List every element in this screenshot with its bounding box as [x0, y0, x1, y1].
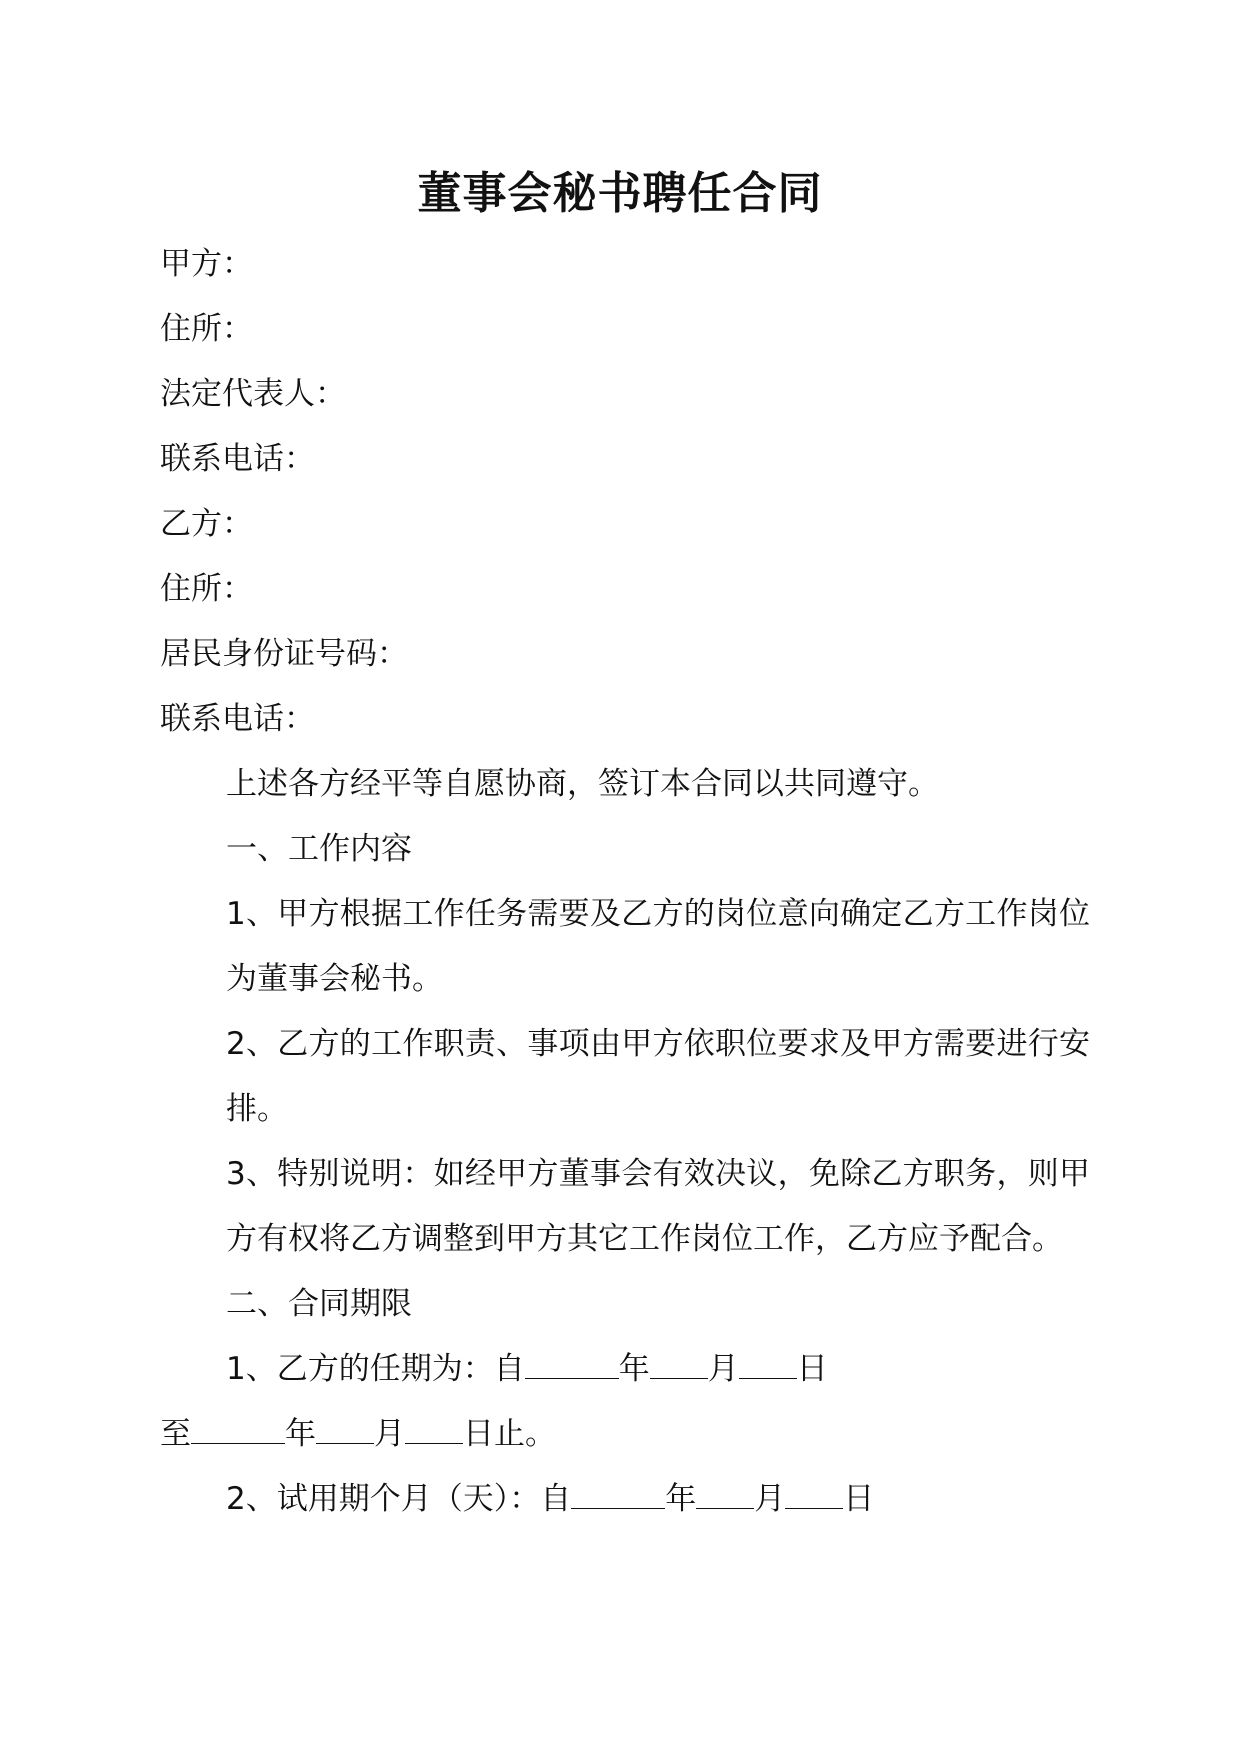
term-month-label: 月 — [707, 1351, 739, 1387]
probation-prefix: 2、试用期个月（天）：自 — [226, 1481, 572, 1517]
term-year-label: 年 — [618, 1351, 650, 1387]
party-b-phone-label: 联系电话： — [160, 701, 315, 737]
party-a-phone-label: 联系电话： — [160, 441, 315, 477]
term-start-day-blank — [739, 1348, 797, 1379]
term-end-label: 日止。 — [463, 1416, 556, 1452]
document-title: 董事会秘书聘任合同 — [417, 168, 823, 219]
clause-1-3: 3、特别说明：如经甲方董事会有效决议，免除乙方职务，则甲方有权将乙方调整到甲方其它工作岗位工作，乙方应予配合。 — [226, 1156, 1090, 1257]
term-start-year-blank — [525, 1348, 619, 1379]
clause-1-2: 2、乙方的工作职责、事项由甲方依职位要求及甲方需要进行安排。 — [226, 1026, 1090, 1127]
clause-2-1-term-end — [160, 1402, 1090, 1467]
probation-year-blank — [571, 1478, 665, 1509]
section-heading-contract-term: 二、合同期限 — [226, 1286, 412, 1322]
party-b-id-label: 居民身份证号码： — [160, 636, 408, 672]
term-start-month-blank — [650, 1348, 708, 1379]
term-prefix: 1、乙方的任期为：自 — [226, 1351, 525, 1387]
clause-1-1: 1、甲方根据工作任务需要及乙方的岗位意向确定乙方工作岗位为董事会秘书。 — [226, 896, 1090, 997]
term-day-label: 日 — [796, 1351, 828, 1387]
party-b-name-label: 乙方： — [160, 506, 253, 542]
probation-year-label: 年 — [665, 1481, 697, 1517]
preamble-paragraph: 上述各方经平等自愿协商，签订本合同以共同遵守。 — [226, 766, 939, 802]
term-end-year-label: 年 — [285, 1416, 316, 1452]
term-end-year-blank — [191, 1413, 285, 1444]
term-end-day-blank — [405, 1413, 463, 1444]
term-end-month-label: 月 — [374, 1416, 405, 1452]
party-a-legal-rep-label: 法定代表人： — [160, 376, 346, 412]
probation-month-blank — [696, 1478, 754, 1509]
probation-month-label: 月 — [754, 1481, 786, 1517]
document-body — [160, 232, 1090, 1532]
clause-2-2-probation — [160, 1467, 1090, 1532]
probation-day-blank — [785, 1478, 843, 1509]
clause-2-1-term-start — [160, 1337, 1090, 1402]
term-end-month-blank — [316, 1413, 374, 1444]
party-b-address-label: 住所： — [160, 571, 253, 607]
section-heading-work-content: 一、工作内容 — [226, 831, 412, 867]
party-a-name-label: 甲方： — [160, 246, 253, 282]
term-to-label: 至 — [160, 1416, 191, 1452]
probation-day-label: 日 — [843, 1481, 875, 1517]
party-a-address-label: 住所： — [160, 311, 253, 347]
